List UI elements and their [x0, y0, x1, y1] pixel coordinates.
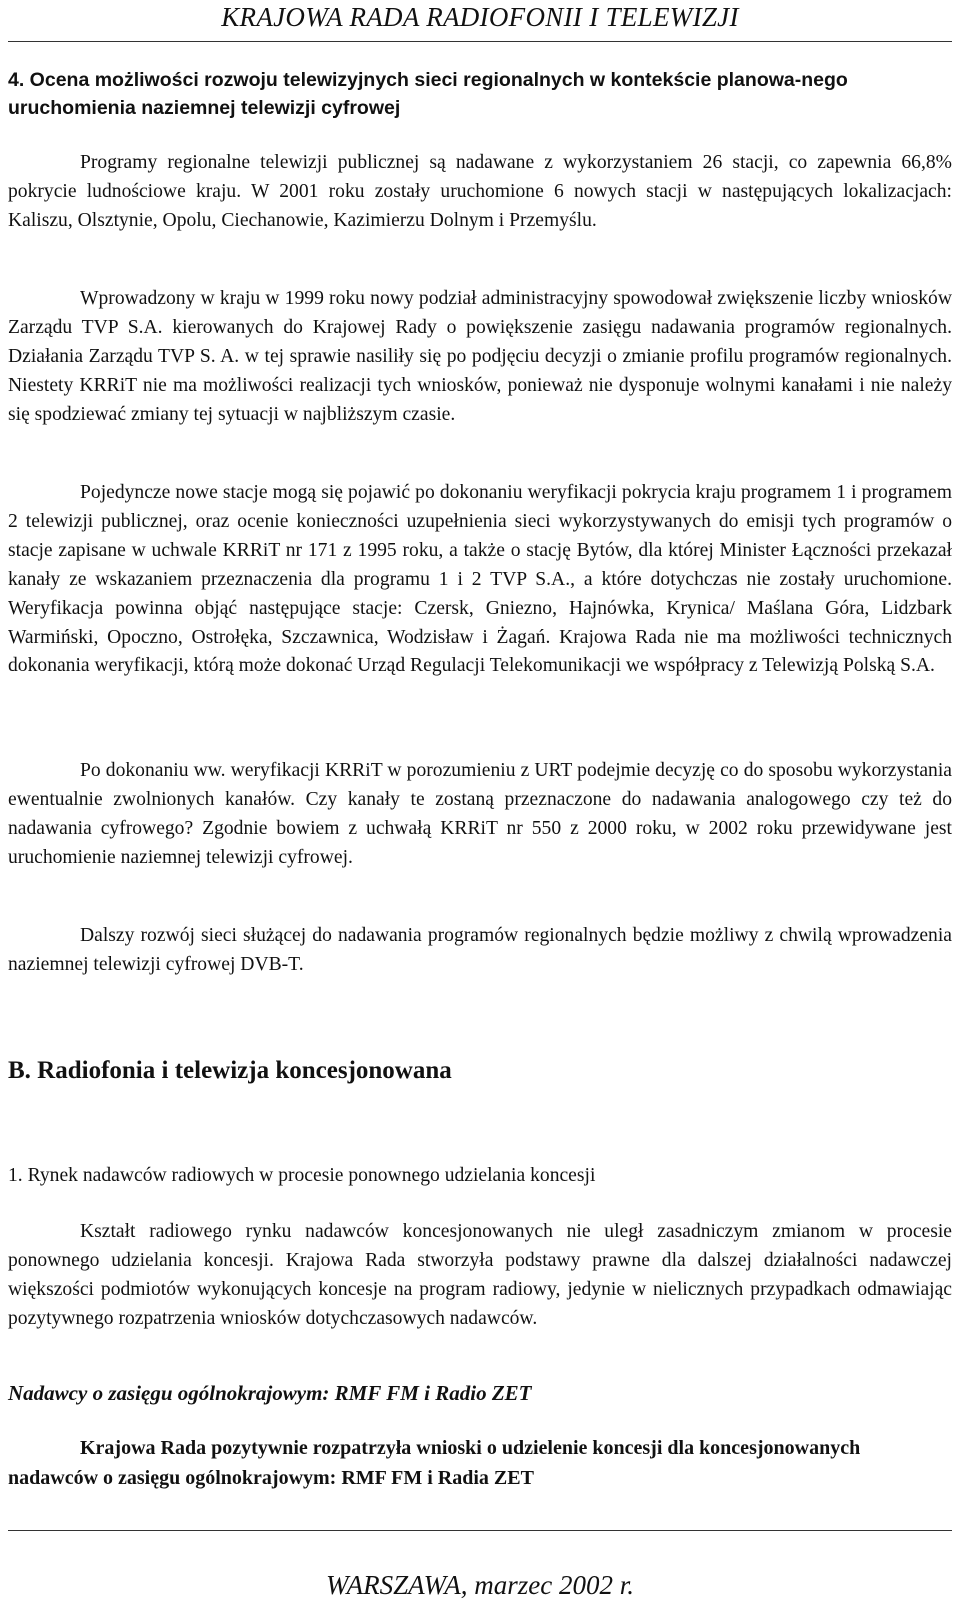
subsection-heading: 1. Rynek nadawców radiowych w procesie ponownego udzielania koncesji [8, 1165, 596, 1186]
broadcasters-heading: Nadawcy o zasięgu ogólnokrajowym: RMF FM i Radio ZET [8, 1381, 532, 1405]
section-heading: 4. Ocena możliwości rozwoju telewizyjnych sieci regionalnych w kontekście planowa-nego uruchomienia naziemnej telewizji cyfrowej [8, 69, 848, 119]
paragraph-1: Programy regionalne telewizji publicznej są nadawane z wykorzystaniem 26 stacji, co zapewnia 66,8% pokrycie ludnościowe kraju. W 2001 roku zostały uruchomione 6 nowych stacji w następujących lokalizacjach: Kaliszu, Olsztynie, Opolu, Ciechanowie, Kazimierzu Dolnym i Przemyślu. [8, 152, 952, 231]
paragraph-5: Dalszy rozwój sieci służącej do nadawania programów regionalnych będzie możliwy z chwilą wprowadzenia naziemnej telewizji cyfrowej DVB-T. [8, 925, 952, 975]
part-heading: B. Radiofonia i telewizja koncesjonowana [8, 1057, 452, 1084]
paragraph-3: Pojedyncze nowe stacje mogą się pojawić po dokonaniu weryfikacji pokrycia kraju programem 1 i programem 2 telewizji publicznej, oraz ocenie konieczności uzupełnienia sieci wykorzystywanych do emisji tych programów o stacje zapisane w uchwale KRRiT nr 171 z 1995 roku, a także o stację Bytów, dla której Minister Łączności przekazał kanały ze wskazaniem przeznaczenia dla programu 1 i 2 TVP S.A., a które dotychczas nie zostały uruchomione. Weryfikacja powinna objąć następujące stacje: Czersk, Gniezno, Hajnówka, Krynica/ Maślana Góra, Lidzbark Warmiński, Opoczno, Ostrołęka, Szczawnica, Wodzisław i Żagań. Krajowa Rada nie ma możliwości technicznych dokonania weryfikacji, którą może dokonać Urząd Regulacji Telekomunikacji we współpracy z Telewizją Polską S.A. [8, 482, 952, 677]
decision-paragraph: Krajowa Rada pozytywnie rozpatrzyła wnioski o udzielenie koncesji dla koncesjonowanych nadawców o zasięgu ogólnokrajowym: RMF FM i Radia ZET [8, 1437, 861, 1489]
running-header: KRAJOWA RADA RADIOFONII I TELEWIZJI [221, 2, 739, 32]
paragraph-6: Kształt radiowego rynku nadawców koncesjonowanych nie uległ zasadniczym zmianom w procesie ponownego udzielania koncesji. Krajowa Rada stworzyła podstawy prawne dla dalszej działalności nadawczej większości podmiotów wykonujących koncesje na program radiowy, jedynie w nielicznych przypadkach odmawiając pozytywnego rozpatrzenia wniosków dotychczasowych nadawców. [8, 1221, 952, 1329]
running-footer: WARSZAWA, marzec 2002 r. [326, 1570, 634, 1600]
footer-divider [8, 1530, 952, 1531]
header-divider [8, 41, 952, 42]
paragraph-2: Wprowadzony w kraju w 1999 roku nowy podział administracyjny spowodował zwiększenie liczby wniosków Zarządu TVP S.A. kierowanych do Krajowej Rady o powiększenie zasięgu nadawania programów regionalnych. Działania Zarządu TVP S. A. w tej sprawie nasiliły się po podjęciu decyzji o zmianie profilu programów regionalnych. Niestety KRRiT nie ma możliwości realizacji tych wniosków, ponieważ nie dysponuje wolnymi kanałami i nie należy się spodziewać zmiany tej sytuacji w najbliższym czasie. [8, 288, 952, 425]
paragraph-4: Po dokonaniu ww. weryfikacji KRRiT w porozumieniu z URT podejmie decyzję co do sposobu wykorzystania ewentualnie zwolnionych kanałów. Czy kanały te zostaną przeznaczone do nadawania analogowego czy też do nadawania cyfrowego? Zgodnie bowiem z uchwałą KRRiT nr 550 z 2000 roku, w 2002 roku przewidywane jest uruchomienie naziemnej telewizji cyfrowej. [8, 760, 952, 868]
